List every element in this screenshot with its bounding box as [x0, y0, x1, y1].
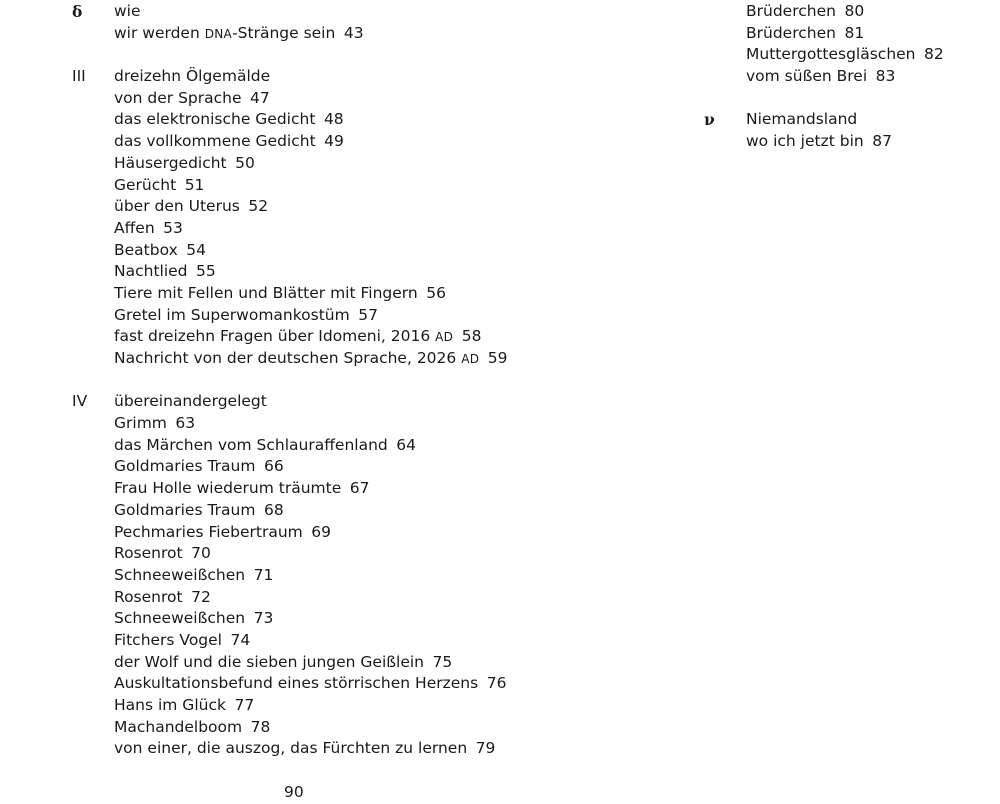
entry-title-smallcaps: AD — [461, 352, 480, 366]
toc-entry — [72, 175, 592, 197]
toc-entry — [72, 305, 592, 327]
entry-page-number: 58 — [461, 327, 482, 346]
entry-page-number: 87 — [872, 132, 892, 151]
section-heading-row — [72, 391, 592, 413]
section-heading: dreizehn Ölgemälde — [114, 67, 271, 86]
entry-page-number: 64 — [396, 435, 416, 454]
entry-page-number: 76 — [486, 674, 507, 693]
entry-page-number: 75 — [432, 652, 453, 671]
entry-page-number: 51 — [184, 175, 205, 194]
entry-indent — [72, 587, 114, 609]
entry-page-number: 68 — [263, 500, 284, 519]
entry-title: Schneeweißchen — [114, 565, 246, 584]
toc-entry — [72, 326, 592, 348]
entry-title: fast dreizehn Fragen über Idomeni, 2016 — [114, 327, 436, 346]
entry-page-number: 57 — [358, 305, 378, 324]
entry-text — [114, 543, 211, 565]
entry-title: Hans im Glück — [114, 696, 226, 714]
entry-indent — [72, 175, 114, 197]
toc-entry — [72, 109, 592, 131]
toc-entry — [72, 695, 592, 717]
entry-text — [114, 500, 284, 522]
entry-page-number: 63 — [175, 414, 196, 433]
entry-text — [114, 88, 270, 110]
entry-indent — [72, 88, 114, 110]
entry-indent — [72, 283, 114, 305]
toc-entry — [72, 500, 592, 522]
toc-entry — [704, 1, 994, 23]
toc-entry — [72, 738, 592, 760]
entry-title: wir werden — [114, 23, 205, 42]
toc-entry — [704, 44, 994, 66]
entry-page-number: 74 — [230, 630, 251, 649]
entry-text — [114, 131, 344, 153]
entry-indent — [704, 131, 746, 153]
entry-text — [746, 44, 944, 66]
entry-text — [114, 695, 254, 717]
entry-page-number: 53 — [163, 218, 183, 237]
entry-title: Goldmaries Traum — [114, 500, 256, 519]
toc-entry — [72, 23, 592, 45]
section-marker: III — [72, 67, 86, 86]
entry-text — [114, 218, 183, 240]
entry-title: Gerücht — [114, 175, 177, 194]
toc-entry — [72, 348, 592, 370]
entry-indent — [72, 456, 114, 478]
entry-page-number: 59 — [487, 349, 508, 367]
toc-entry — [72, 456, 592, 478]
entry-indent — [704, 1, 746, 23]
entry-text — [114, 305, 378, 327]
entry-page-number: 80 — [844, 2, 865, 20]
section-heading-row — [704, 109, 994, 131]
entry-page-number: 54 — [186, 240, 207, 259]
page-number: 90 — [284, 783, 304, 801]
entry-text — [114, 587, 211, 609]
entry-indent — [72, 153, 114, 175]
entry-indent — [72, 218, 114, 240]
entry-title: das vollkommene Gedicht — [114, 132, 316, 151]
entry-page-number: 47 — [250, 88, 270, 107]
entry-page-number: 71 — [253, 565, 274, 584]
toc-entry — [72, 522, 592, 544]
entry-indent — [72, 695, 114, 717]
entry-indent — [72, 348, 114, 370]
entry-title: Grimm — [114, 414, 167, 433]
entry-page-number: 52 — [248, 197, 269, 216]
entry-title: Muttergottesgläschen — [746, 45, 916, 64]
entry-text — [114, 240, 206, 262]
entry-text — [114, 196, 268, 218]
toc-entry — [704, 131, 994, 153]
entry-indent — [72, 630, 114, 652]
entry-page-number: 56 — [426, 283, 446, 302]
toc-entry — [72, 717, 592, 739]
entry-page-number: 67 — [349, 479, 370, 498]
toc-entry — [72, 565, 592, 587]
entry-title: Frau Holle wiederum träumte — [114, 479, 342, 498]
section-heading: wie — [114, 2, 141, 20]
entry-text — [746, 66, 895, 88]
entry-text — [114, 673, 506, 695]
entry-page-number: 70 — [191, 544, 211, 563]
entry-title: Goldmaries Traum — [114, 457, 256, 476]
entry-indent — [72, 240, 114, 262]
entry-indent — [72, 196, 114, 218]
entry-title-smallcaps: AD — [435, 330, 454, 345]
entry-indent — [72, 608, 114, 630]
section-marker: ν — [704, 110, 715, 130]
entry-text — [114, 153, 255, 175]
entry-page-number: 50 — [235, 153, 255, 172]
entry-title: Häusergedicht — [114, 153, 227, 172]
toc-entry — [72, 608, 592, 630]
entry-page-number: 43 — [343, 23, 364, 42]
entry-page-number: 73 — [253, 609, 274, 628]
toc-section — [704, 109, 994, 152]
entry-title: Affen — [114, 218, 155, 237]
entry-page-number: 83 — [875, 67, 896, 86]
entry-title: von der Sprache — [114, 88, 242, 107]
entry-indent — [72, 261, 114, 283]
entry-page-number: 72 — [191, 587, 211, 606]
toc-entry — [72, 196, 592, 218]
entry-title-smallcaps: DNA — [204, 26, 233, 41]
toc-section — [72, 1, 592, 44]
entry-text — [114, 738, 495, 760]
section-marker: IV — [72, 392, 88, 411]
toc-entry — [704, 23, 994, 45]
entry-title: Brüderchen — [746, 23, 836, 42]
entry-page-number: 77 — [234, 696, 255, 714]
entry-title: Gretel im Superwomankostüm — [114, 305, 350, 324]
entry-title: wo ich jetzt bin — [746, 132, 864, 151]
entry-text — [114, 109, 344, 131]
section-heading: übereinandergelegt — [114, 392, 267, 411]
entry-title: der Wolf und die sieben jungen Geißlein — [114, 652, 424, 671]
entry-text — [114, 522, 331, 544]
entry-text — [746, 1, 864, 23]
entry-text — [114, 348, 508, 370]
entry-indent — [72, 673, 114, 695]
toc-entry — [72, 218, 592, 240]
entry-text — [114, 478, 369, 500]
toc-section — [704, 1, 994, 88]
entry-indent — [72, 652, 114, 674]
entry-title: Beatbox — [114, 240, 178, 259]
toc-entry — [72, 587, 592, 609]
entry-title-rest: -Stränge sein — [232, 23, 336, 42]
entry-text — [114, 283, 446, 305]
entry-title: das elektronische Gedicht — [114, 110, 316, 129]
entry-indent — [72, 305, 114, 327]
entry-page-number: 78 — [250, 717, 271, 736]
entry-indent — [72, 543, 114, 565]
toc-entry — [72, 673, 592, 695]
section-heading-row — [72, 66, 592, 88]
toc-entry — [72, 435, 592, 457]
entry-indent — [72, 522, 114, 544]
entry-page-number: 82 — [924, 45, 944, 64]
entry-title: Rosenrot — [114, 544, 183, 563]
entry-indent — [72, 435, 114, 457]
entry-indent — [72, 717, 114, 739]
entry-title: über den Uterus — [114, 197, 240, 216]
entry-indent — [72, 478, 114, 500]
entry-text — [114, 435, 416, 457]
entry-indent — [72, 738, 114, 760]
entry-indent — [72, 565, 114, 587]
entry-indent — [72, 413, 114, 435]
toc-entry — [72, 283, 592, 305]
entry-text — [114, 565, 273, 587]
entry-title: vom süßen Brei — [746, 67, 868, 86]
entry-page-number: 48 — [323, 110, 344, 129]
entry-title: Fitchers Vogel — [114, 630, 222, 649]
entry-text — [746, 131, 892, 153]
entry-title: Pechmaries Fiebertraum — [114, 522, 303, 541]
entry-title: Schneeweißchen — [114, 609, 246, 628]
entry-text — [114, 630, 250, 652]
entry-title: Tiere mit Fellen und Blätter mit Fingern — [114, 283, 418, 302]
toc-entry — [72, 261, 592, 283]
entry-title: Nachricht von der deutschen Sprache, 2026 — [114, 349, 462, 367]
entry-page-number: 66 — [263, 457, 284, 476]
entry-indent — [704, 66, 746, 88]
entry-indent — [72, 131, 114, 153]
entry-page-number: 69 — [311, 522, 331, 541]
entry-title: von einer, die auszog, das Fürchten zu lernen — [114, 739, 468, 758]
toc-entry — [72, 88, 592, 110]
entry-text — [114, 608, 273, 630]
toc-entry — [72, 652, 592, 674]
entry-title: Nachtlied — [114, 262, 188, 281]
toc-entry — [704, 66, 994, 88]
toc-entry — [72, 630, 592, 652]
entry-page-number: 55 — [196, 262, 216, 281]
toc-entry — [72, 131, 592, 153]
section-heading-row — [72, 1, 592, 23]
entry-indent — [704, 23, 746, 45]
toc-entry — [72, 153, 592, 175]
entry-page-number: 49 — [324, 132, 344, 151]
entry-title: Rosenrot — [114, 587, 183, 606]
entry-indent — [72, 109, 114, 131]
section-marker: δ — [72, 2, 83, 21]
toc-entry — [72, 478, 592, 500]
entry-page-number: 79 — [475, 739, 496, 758]
entry-text — [114, 413, 195, 435]
entry-title: Machandelboom — [114, 717, 243, 736]
entry-text — [114, 717, 270, 739]
section-heading: Niemandsland — [746, 110, 858, 129]
entry-indent — [72, 326, 114, 348]
entry-indent — [704, 44, 746, 66]
entry-title: Auskultationsbefund eines störrischen Herzens — [114, 674, 479, 693]
entry-text — [746, 23, 864, 45]
entry-indent — [72, 500, 114, 522]
entry-text — [114, 326, 481, 348]
toc-entry — [72, 543, 592, 565]
entry-title: Brüderchen — [746, 2, 836, 20]
toc-section — [72, 66, 592, 370]
entry-text — [114, 652, 452, 674]
entry-text — [114, 261, 216, 283]
entry-page-number: 81 — [844, 23, 865, 42]
toc-section — [72, 391, 592, 760]
entry-indent — [72, 23, 114, 45]
entry-text — [114, 456, 284, 478]
entry-title: das Märchen vom Schlauraffenland — [114, 435, 388, 454]
toc-entry — [72, 240, 592, 262]
toc-right-column — [704, 1, 994, 175]
toc-entry — [72, 413, 592, 435]
toc-left-column — [72, 1, 592, 782]
entry-text — [114, 23, 364, 45]
entry-text — [114, 175, 204, 197]
